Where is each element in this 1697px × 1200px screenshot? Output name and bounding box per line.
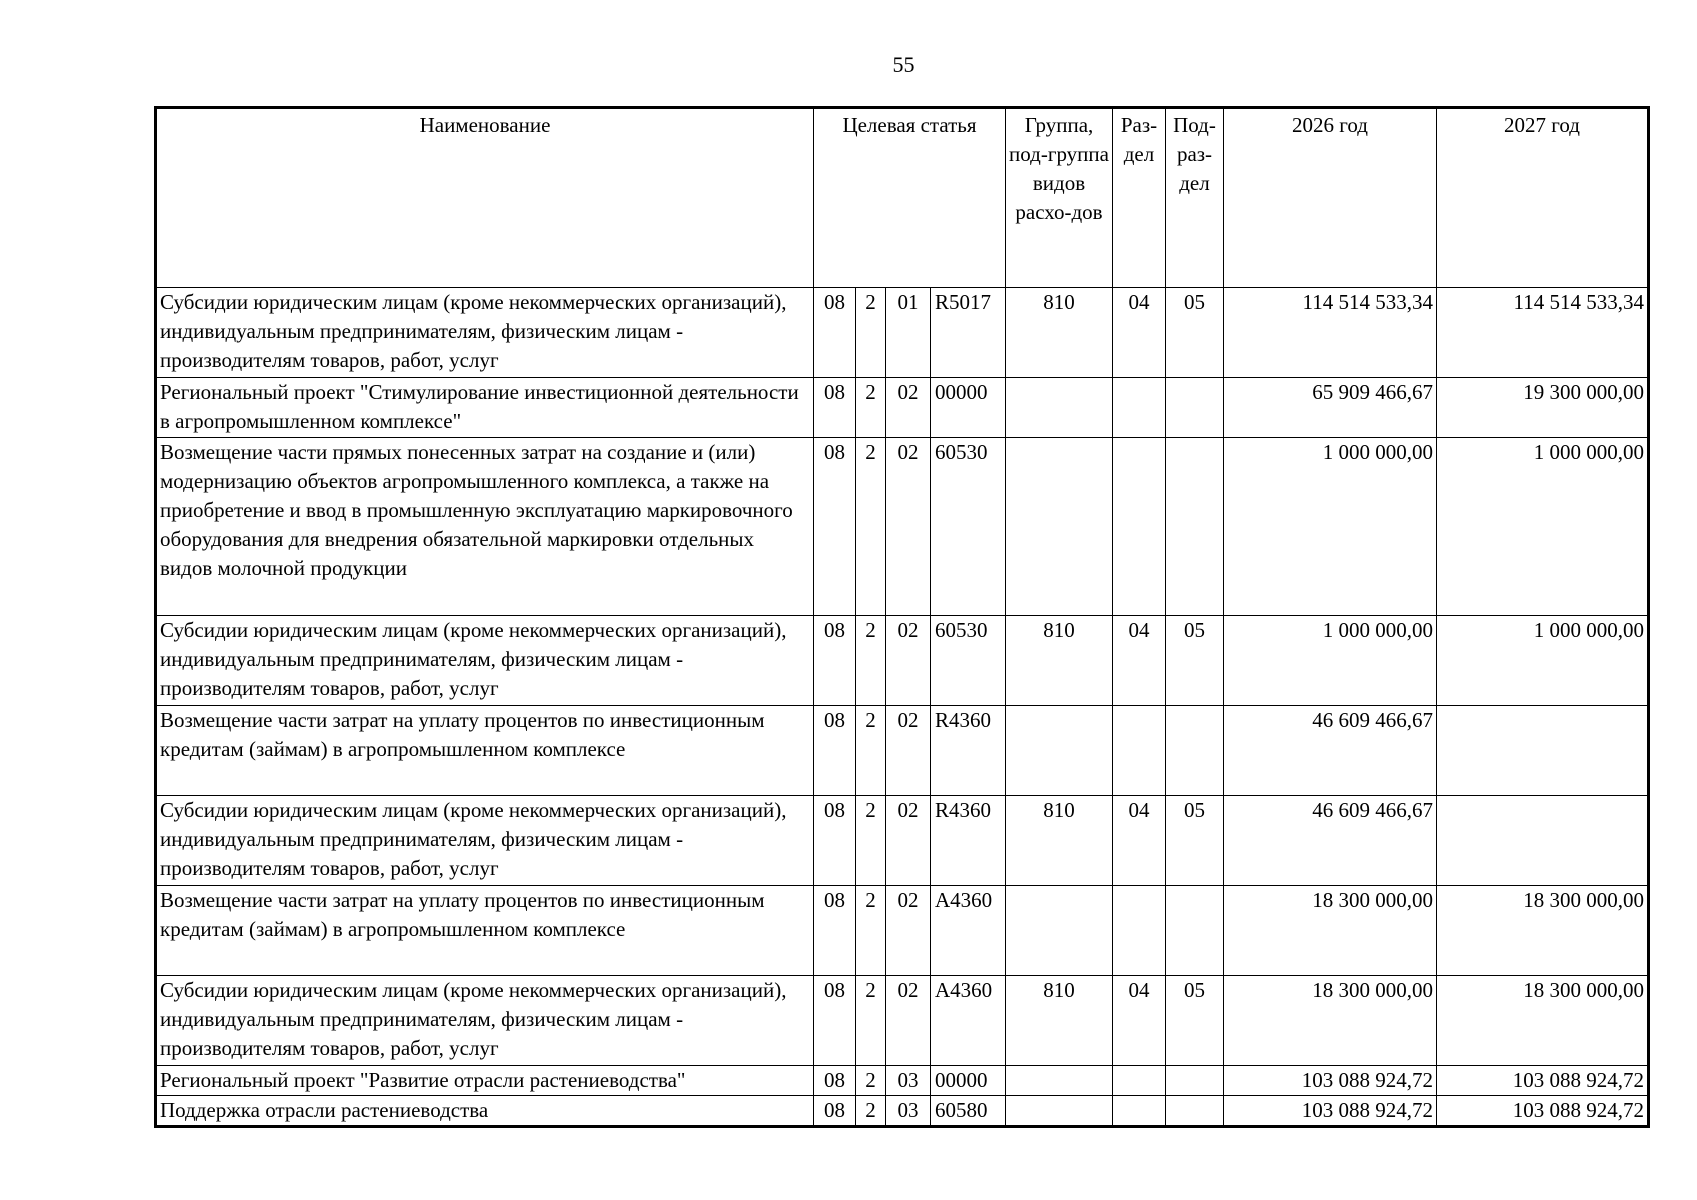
code-program: 08 (814, 616, 856, 706)
row-amount-2026: 18 300 000,00 (1224, 976, 1437, 1066)
row-amount-2026: 1 000 000,00 (1224, 616, 1437, 706)
code-measure: 03 (886, 1066, 931, 1096)
row-name: Субсидии юридическим лицам (кроме некоммерческих организаций), индивидуальным предпринимателям, физическим лицам - производителям товаров, работ, услуг (156, 976, 814, 1066)
row-amount-2026: 18 300 000,00 (1224, 886, 1437, 976)
row-amount-2026: 103 088 924,72 (1224, 1096, 1437, 1127)
code-subprogram: 2 (856, 796, 886, 886)
row-section: 04 (1113, 616, 1166, 706)
code-subprogram: 2 (856, 438, 886, 616)
row-group: 810 (1006, 616, 1113, 706)
row-amount-2027 (1437, 706, 1649, 796)
code-subprogram: 2 (856, 706, 886, 796)
page-number: 55 (892, 52, 915, 77)
row-group (1006, 886, 1113, 976)
table-row (156, 706, 1649, 796)
code-measure: 02 (886, 378, 931, 438)
row-amount-2026: 46 609 466,67 (1224, 796, 1437, 886)
code-measure: 02 (886, 438, 931, 616)
row-section (1113, 378, 1166, 438)
code-direction: A4360 (931, 886, 1006, 976)
row-subsection (1166, 438, 1224, 616)
row-amount-2027: 1 000 000,00 (1437, 616, 1649, 706)
code-direction: R4360 (931, 796, 1006, 886)
code-program: 08 (814, 288, 856, 378)
row-group: 810 (1006, 288, 1113, 378)
row-group (1006, 1066, 1113, 1096)
row-amount-2027 (1437, 796, 1649, 886)
table-row (156, 438, 1649, 616)
code-program: 08 (814, 706, 856, 796)
row-amount-2027: 1 000 000,00 (1437, 438, 1649, 616)
code-program: 08 (814, 378, 856, 438)
row-amount-2026: 65 909 466,67 (1224, 378, 1437, 438)
row-amount-2027: 19 300 000,00 (1437, 378, 1649, 438)
code-subprogram: 2 (856, 616, 886, 706)
row-amount-2027: 103 088 924,72 (1437, 1066, 1649, 1096)
code-subprogram: 2 (856, 976, 886, 1066)
row-subsection: 05 (1166, 288, 1224, 378)
row-name: Возмещение части затрат на уплату процентов по инвестиционным кредитам (займам) в агропромышленном комплексе (156, 886, 814, 976)
table-row (156, 616, 1649, 706)
code-program: 08 (814, 438, 856, 616)
code-direction: R4360 (931, 706, 1006, 796)
code-program: 08 (814, 886, 856, 976)
row-amount-2026: 103 088 924,72 (1224, 1066, 1437, 1096)
row-name: Возмещение части прямых понесенных затрат на создание и (или) модернизацию объектов агропромышленного комплекса, а также на приобретение и ввод в промышленную эксплуатацию маркировочного оборудования для внедрения обязательной маркировки отдельных видов молочной продукции (156, 438, 814, 616)
row-subsection (1166, 886, 1224, 976)
code-measure: 02 (886, 796, 931, 886)
row-group: 810 (1006, 976, 1113, 1066)
row-subsection (1166, 706, 1224, 796)
code-subprogram: 2 (856, 886, 886, 976)
code-program: 08 (814, 1096, 856, 1127)
code-direction: 60530 (931, 616, 1006, 706)
row-amount-2026: 1 000 000,00 (1224, 438, 1437, 616)
row-name: Возмещение части затрат на уплату процентов по инвестиционным кредитам (займам) в агропромышленном комплексе (156, 706, 814, 796)
code-direction: A4360 (931, 976, 1006, 1066)
row-subsection (1166, 1096, 1224, 1127)
code-measure: 02 (886, 976, 931, 1066)
row-amount-2026: 46 609 466,67 (1224, 706, 1437, 796)
code-direction: 00000 (931, 1066, 1006, 1096)
code-subprogram: 2 (856, 1096, 886, 1127)
code-program: 08 (814, 976, 856, 1066)
row-subsection (1166, 378, 1224, 438)
row-amount-2027: 18 300 000,00 (1437, 886, 1649, 976)
row-group (1006, 378, 1113, 438)
row-section (1113, 1096, 1166, 1127)
row-amount-2027: 103 088 924,72 (1437, 1096, 1649, 1127)
table-row (156, 1096, 1649, 1127)
row-subsection: 05 (1166, 976, 1224, 1066)
row-section: 04 (1113, 976, 1166, 1066)
row-section (1113, 886, 1166, 976)
row-name: Региональный проект "Развитие отрасли растениеводства" (156, 1066, 814, 1096)
row-name: Субсидии юридическим лицам (кроме некоммерческих организаций), индивидуальным предпринимателям, физическим лицам - производителям товаров, работ, услуг (156, 616, 814, 706)
code-subprogram: 2 (856, 1066, 886, 1096)
code-subprogram: 2 (856, 378, 886, 438)
code-direction: 60580 (931, 1096, 1006, 1127)
header-2027: 2027 год (1437, 108, 1649, 288)
row-name: Поддержка отрасли растениеводства (156, 1096, 814, 1127)
row-amount-2027: 18 300 000,00 (1437, 976, 1649, 1066)
table-row (156, 796, 1649, 886)
code-measure: 01 (886, 288, 931, 378)
header-section: Раз-дел (1113, 108, 1166, 288)
code-direction: R5017 (931, 288, 1006, 378)
code-measure: 03 (886, 1096, 931, 1127)
row-group (1006, 706, 1113, 796)
row-section (1113, 438, 1166, 616)
header-group: Группа, под-группа видов расхо-дов (1006, 108, 1113, 288)
row-name: Региональный проект "Стимулирование инвестиционной деятельности в агропромышленном комплексе" (156, 378, 814, 438)
row-name: Субсидии юридическим лицам (кроме некоммерческих организаций), индивидуальным предпринимателям, физическим лицам - производителям товаров, работ, услуг (156, 796, 814, 886)
code-direction: 60530 (931, 438, 1006, 616)
table-row (156, 288, 1649, 378)
table-row (156, 378, 1649, 438)
row-group (1006, 438, 1113, 616)
code-measure: 02 (886, 706, 931, 796)
row-subsection: 05 (1166, 796, 1224, 886)
code-measure: 02 (886, 886, 931, 976)
row-section (1113, 706, 1166, 796)
table-row (156, 886, 1649, 976)
code-program: 08 (814, 1066, 856, 1096)
row-subsection: 05 (1166, 616, 1224, 706)
table-header-row (156, 108, 1649, 288)
header-2026: 2026 год (1224, 108, 1437, 288)
code-direction: 00000 (931, 378, 1006, 438)
row-section: 04 (1113, 796, 1166, 886)
code-program: 08 (814, 796, 856, 886)
row-amount-2026: 114 514 533,34 (1224, 288, 1437, 378)
row-amount-2027: 114 514 533,34 (1437, 288, 1649, 378)
row-group (1006, 1096, 1113, 1127)
header-subsection: Под-раз-дел (1166, 108, 1224, 288)
code-measure: 02 (886, 616, 931, 706)
budget-table (154, 106, 1650, 1128)
row-subsection (1166, 1066, 1224, 1096)
row-section: 04 (1113, 288, 1166, 378)
row-name: Субсидии юридическим лицам (кроме некоммерческих организаций), индивидуальным предпринимателям, физическим лицам - производителям товаров, работ, услуг (156, 288, 814, 378)
code-subprogram: 2 (856, 288, 886, 378)
row-section (1113, 1066, 1166, 1096)
table-row (156, 976, 1649, 1066)
row-group: 810 (1006, 796, 1113, 886)
header-name: Наименование (156, 108, 814, 288)
header-target-article: Целевая статья (814, 108, 1006, 288)
table-row (156, 1066, 1649, 1096)
